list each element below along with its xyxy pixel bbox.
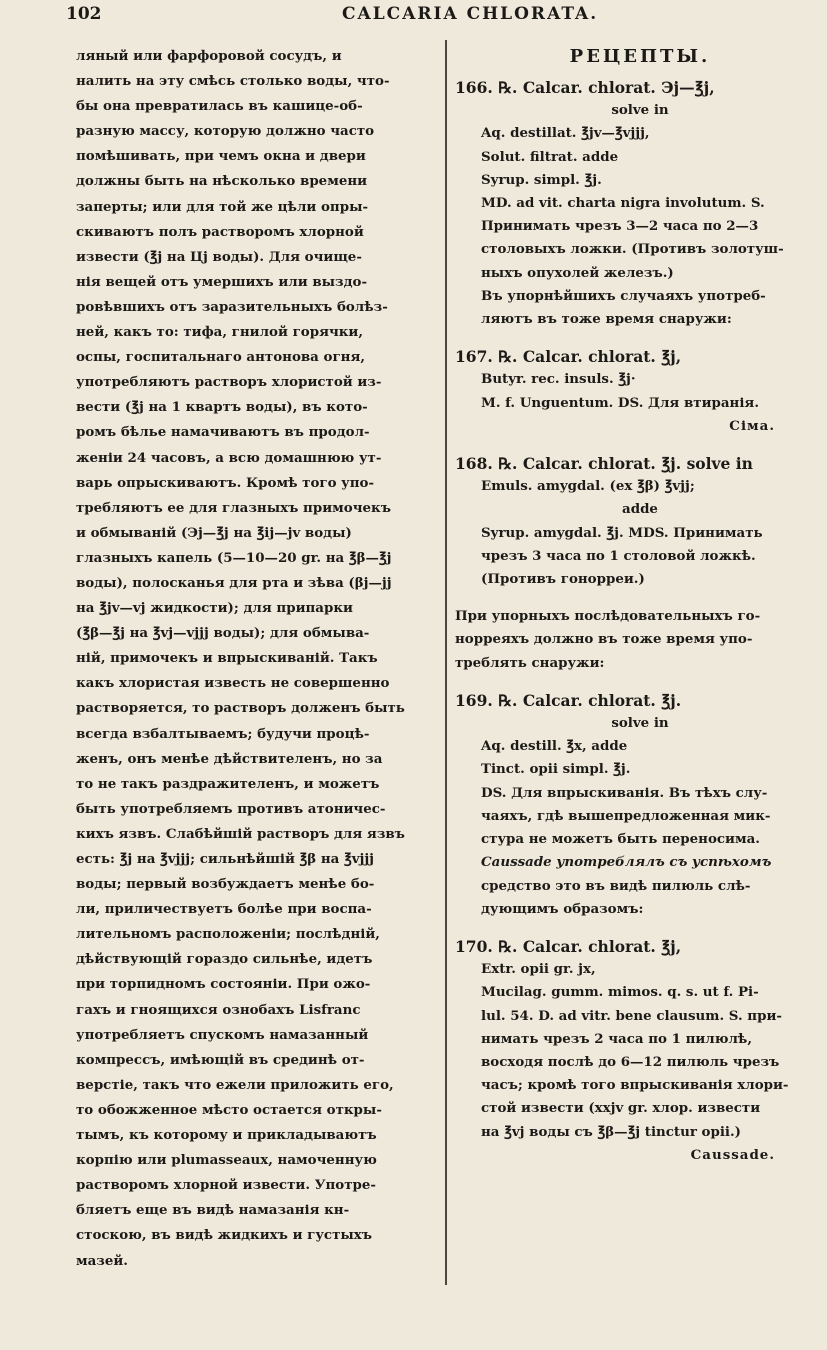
text-line: лительномъ расположеніи; послѣдній, (76, 926, 380, 943)
text-line: верстіе, такъ что ежели приложить его, (76, 1076, 394, 1093)
recipe-167 (455, 345, 825, 438)
recipe-line: на ℥vj воды съ ℥β—℥j tinctur opii.) (481, 1123, 742, 1140)
recipe-line: чрезъ 3 часа по 1 столовой ложкѣ. (481, 547, 756, 564)
right-column (455, 44, 825, 1181)
recipe-line: ляютъ въ тоже время снаружи: (481, 311, 732, 328)
text-line: корпію или plumasseaux, намоченную (76, 1152, 377, 1169)
recipe-author: Caussade. (690, 1146, 775, 1163)
recipe-169 (455, 689, 825, 921)
recipe-168 (455, 452, 825, 591)
text-line: нія вещей отъ умершихъ или выздо- (76, 273, 368, 290)
text-line: должны быть на нѣсколько времени (76, 173, 368, 190)
text-line: какъ хлористая известь не совершенно (76, 675, 390, 692)
text-line: употребляетъ спускомъ намазанный (76, 1026, 369, 1043)
recipe-line: lul. 54. D. ad vitr. bene clausum. S. при- (481, 1007, 782, 1024)
text-line: ровѣвшихъ отъ заразительныхъ болѣз- (76, 298, 388, 315)
text-line: дѣйствующій гораздо сильнѣе, идетъ (76, 951, 373, 968)
recipe-line: Syrup. simpl. ℥j. (481, 171, 602, 188)
column-divider (445, 40, 447, 1285)
text-line: варь опрыскиваютъ. Кромѣ того упо- (76, 474, 375, 491)
recipe-line: Caussade употреблялъ съ успѣхомъ (481, 854, 772, 871)
text-line: воды), полосканья для рта и зѣва (βj—jj (76, 574, 392, 591)
recipe-166 (455, 76, 825, 331)
recipe-line: восходя послѣ до 6—12 пилюль чрезъ (481, 1053, 780, 1070)
recipe-line: 167. ℞. Calcar. chlorat. ℥j, (455, 347, 682, 367)
recipe-line: Aq. destillat. ℥jv—℥vjjj, (481, 125, 650, 142)
recipe-line: нимать чрезъ 2 часа по 1 пилюлѣ, (481, 1030, 752, 1047)
text-line: стоскою, въ видѣ жидкихъ и густыхъ (76, 1227, 373, 1244)
recipe-line: Solut. filtrat. adde (481, 148, 619, 165)
recipe-line: 166. ℞. Calcar. chlorat. Эj—℥j, (455, 78, 715, 97)
text-line: помѣшивать, при чемъ окна и двери (76, 148, 366, 165)
recipe-line: Emuls. amygdal. (ex ℥β) ℥vjj; (481, 478, 695, 495)
text-line: то не такъ раздражителенъ, и можетъ (76, 775, 380, 792)
recipe-line: 168. ℞. Calcar. chlorat. ℥j. solve in (455, 454, 753, 474)
text-line: компрессъ, имѣющій въ срединѣ от- (76, 1051, 365, 1068)
recipe-line: часъ; кромѣ того впрыскиванія хлори- (481, 1077, 789, 1094)
text-line: разную массу, которую должно часто (76, 123, 375, 140)
recipe-line: дующимъ образомъ: (481, 900, 644, 917)
page-header (66, 4, 806, 26)
text-line: быть употребляемъ противъ атоничес- (76, 800, 386, 817)
recipe-line: M. f. Unguentum. DS. Для втиранія. (481, 394, 759, 411)
recipe-line: средство это въ видѣ пилюль слѣ- (481, 877, 751, 894)
text-line: заперты; или для той же цѣли опры- (76, 198, 369, 215)
text-line: растворомъ хлорной извести. Употре- (76, 1177, 376, 1194)
recipe-line: стура не можетъ быть переносима. (481, 831, 760, 848)
recipe-170 (455, 935, 825, 1167)
recipe-line: стой извести (xxjv gr. хлор. извести (481, 1100, 761, 1117)
text-line: женъ, онъ менѣе дѣйствителенъ, но за (76, 750, 383, 767)
section-title: РЕЦЕПТЫ. (569, 46, 711, 67)
recipe-line: adde (622, 501, 658, 518)
recipe-line: Принимать чрезъ 3—2 часа по 2—3 (481, 218, 759, 235)
recipe-line: Въ упорнѣйшихъ случаяхъ употреб- (481, 287, 766, 304)
text-line: требляютъ ее для глазныхъ примочекъ (76, 499, 391, 516)
recipe-line: 169. ℞. Calcar. chlorat. ℥j. (455, 690, 682, 710)
recipe-line: Syrup. amygdal. ℥j. MDS. Принимать (481, 524, 763, 541)
recipe-line: DS. Для впрыскиванія. Въ тѣхъ слу- (481, 784, 768, 801)
page-number: 102 (66, 4, 102, 24)
text-line: бы она превратилась въ кашице-об- (76, 98, 363, 115)
recipe-line: столовыхъ ложки. (Противъ золотуш- (481, 241, 784, 258)
recipe-line: Aq. destill. ℥x, adde (481, 738, 628, 755)
note-line: треблять снаружи: (455, 654, 605, 671)
text-line: налить на эту смѣсь столько воды, что- (76, 73, 390, 90)
recipe-line: ныхъ опухолей железъ.) (481, 264, 674, 281)
text-line: есть: ℥j на ℥vjjj; сильнѣйшій ℥β на ℥vjjj (76, 851, 375, 867)
recipe-line: solve in (611, 102, 669, 119)
text-line: извести (℥j на Цj воды). Для очище- (76, 248, 362, 265)
note-line: При упорныхъ послѣдовательныхъ го- (455, 608, 761, 625)
text-line: ли, приличествуетъ болѣе при воспа- (76, 901, 372, 918)
text-line: употребляютъ растворъ хлористой из- (76, 374, 382, 391)
text-line: скиваютъ полъ растворомъ хлорной (76, 223, 364, 240)
text-line: женіи 24 часовъ, а всю домашнюю ут- (76, 449, 382, 466)
note-after-168 (455, 605, 825, 675)
text-line: ней, какъ то: тифа, гнилой горячки, (76, 324, 364, 341)
recipe-line: 170. ℞. Calcar. chlorat. ℥j, (455, 936, 682, 956)
text-line: глазныхъ капель (5—10—20 gr. на ℥β—℥j (76, 549, 392, 566)
text-line: оспы, госпитальнаго антонова огня, (76, 349, 366, 366)
recipe-line: MD. ad vit. charta nigra involutum. S. (481, 195, 765, 212)
note-line: норреяхъ должно въ тоже время упо- (455, 631, 753, 648)
text-line: то обожженное мѣсто остается откры- (76, 1101, 382, 1118)
left-column (76, 44, 438, 1274)
text-line: гахъ и гноящихся ознобахъ Lisfranc (76, 1001, 361, 1018)
text-line: всегда взбалтываемъ; будучи процѣ- (76, 725, 370, 742)
recipe-line: Butyr. rec. insuls. ℥j· (481, 371, 636, 388)
text-line: кихъ язвъ. Слабѣйшій растворъ для язвъ (76, 825, 405, 842)
recipe-line: Tinct. opii simpl. ℥j. (481, 761, 631, 778)
text-line: мазей. (76, 1252, 128, 1269)
text-line: вести (℥j на 1 квартъ воды), въ кото- (76, 399, 368, 416)
text-line: и обмываній (Эj—℥j на ℥ij—jv воды) (76, 524, 352, 541)
text-line: ляный или фарфоровой сосудъ, и (76, 48, 342, 64)
text-line: ній, примочекъ и впрыскиваній. Такъ (76, 650, 378, 667)
text-line: при торпидномъ состояніи. При ожо- (76, 976, 371, 993)
text-line: на ℥jv—vj жидкости); для припарки (76, 600, 353, 617)
text-line: воды; первый возбуждаетъ менѣе бо- (76, 876, 375, 893)
text-line: бляетъ еще въ видѣ намазанія кн- (76, 1202, 350, 1219)
recipe-line: чаяхъ, гдѣ вышепредложенная мик- (481, 807, 771, 824)
recipe-line: Mucilag. gumm. mimos. q. s. ut f. Pi- (481, 984, 759, 1001)
recipe-author: Сіма. (729, 417, 775, 434)
text-line: растворяется, то растворъ долженъ быть (76, 700, 405, 717)
running-head: CALCARIA CHLORATA. (342, 4, 599, 24)
recipe-line: Extr. opii gr. jx, (481, 961, 596, 978)
recipe-line: solve in (611, 715, 669, 732)
recipe-line: (Противъ гонорреи.) (481, 571, 645, 588)
text-line: ромъ бѣлье намачиваютъ въ продол- (76, 424, 370, 441)
text-line: (℥β—℥j на ℥vj—vjjj воды); для обмыва- (76, 625, 370, 642)
text-line: тымъ, къ которому и прикладываютъ (76, 1127, 377, 1144)
